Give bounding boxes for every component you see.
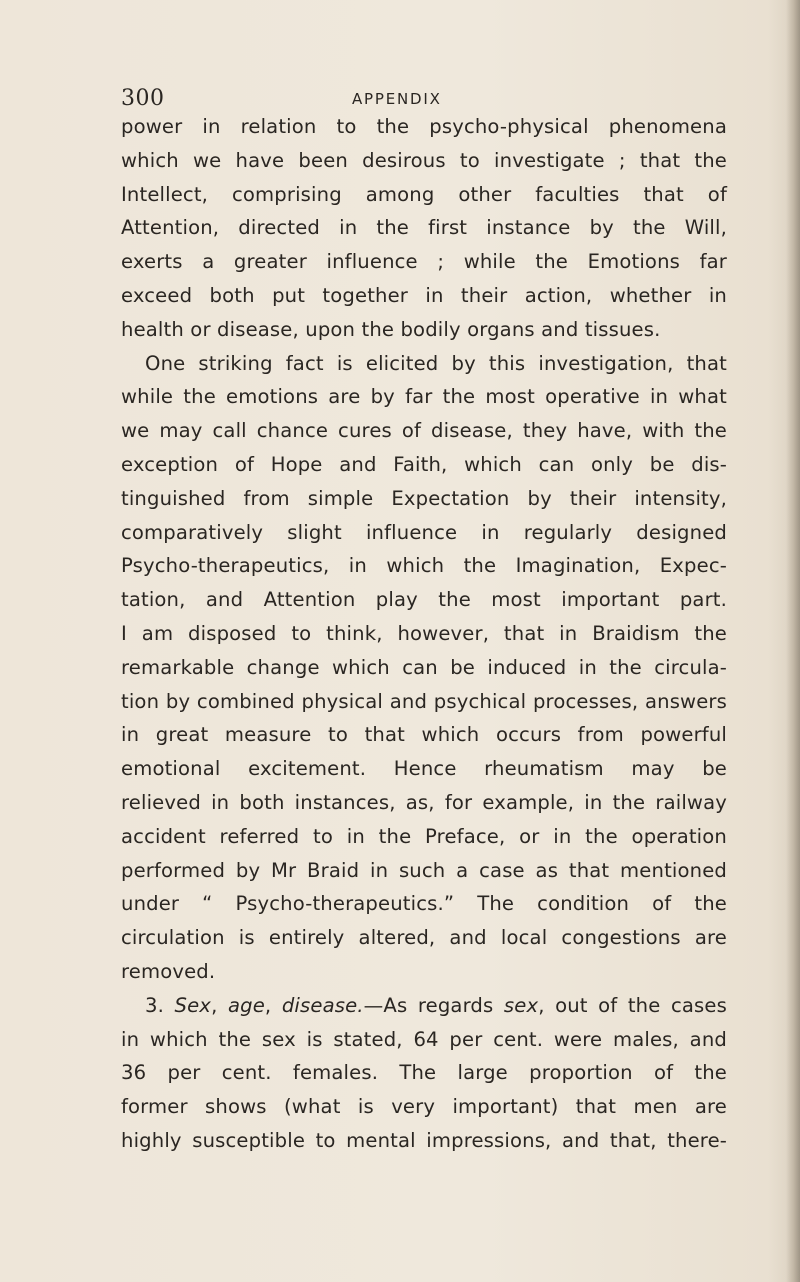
text-line: we may call chance cures of disease, they have, with the (121, 419, 727, 443)
text-line: accident referred to in the Preface, or in the operation (121, 824, 727, 848)
text-line: while the emotions are by far the most operative in what (121, 385, 727, 409)
text-line: in great measure to that which occurs from powerful (121, 723, 727, 747)
emphasis-sex: sex (503, 993, 539, 1017)
section-line-rest: , out of the cases (538, 993, 727, 1017)
text-line: in which the sex is stated, 64 per cent. were males, and (121, 1027, 727, 1051)
section-number: 3. (145, 993, 164, 1017)
text-line: remarkable change which can be induced in the circula- (121, 655, 727, 679)
text-line: tation, and Attention play the most important part. (121, 588, 727, 612)
text-line: Intellect, comprising among other faculties that of (121, 182, 727, 206)
text-line: relieved in both instances, as, for example, in the railway (121, 790, 727, 814)
text-line: circulation is entirely altered, and local congestions are (121, 926, 727, 950)
text-line: tinguished from simple Expectation by their intensity, (121, 486, 727, 510)
text-line: 36 per cent. females. The large proportion of the (121, 1061, 727, 1085)
text-line: performed by Mr Braid in such a case as that mentioned (121, 858, 727, 882)
text-line: which we have been desirous to investigate ; that the (121, 148, 727, 172)
text-line: comparatively slight influence in regularly designed (121, 520, 727, 544)
body-text (121, 110, 727, 1158)
page-number: 300 (121, 86, 165, 111)
section-heading-sex: Sex (174, 993, 212, 1017)
paragraph-start-line: One striking fact is elicited by this investigation, that (145, 351, 727, 375)
text-line: health or disease, upon the bodily organs and tissues. (121, 317, 661, 341)
text-line: emotional excitement. Hence rheumatism may be (121, 757, 727, 781)
text-line: I am disposed to think, however, that in Braidism the (121, 621, 727, 645)
text-line: power in relation to the psycho-physical phenomena (121, 115, 727, 138)
text-line: former shows (what is very important) that men are (121, 1095, 727, 1119)
text-line: Psycho-therapeutics, in which the Imagination, Expec- (121, 554, 727, 578)
text-line: exception of Hope and Faith, which can only be dis- (121, 452, 727, 476)
text-line: exceed both put together in their action, whether in (121, 283, 727, 307)
running-head: APPENDIX (352, 90, 442, 108)
text-line: removed. (121, 959, 216, 983)
text-line: Attention, directed in the first instance by the Will, (121, 216, 727, 240)
text-line: exerts a greater influence ; while the Emotions far (121, 250, 727, 274)
text-line: under “ Psycho-therapeutics.” The condition of the (121, 892, 727, 916)
page-edge-shadow (786, 0, 800, 1282)
section-heading-disease: disease. (281, 993, 364, 1017)
section-lead-in: —As regards (363, 993, 504, 1017)
section-heading-age: age (227, 993, 265, 1017)
text-line: tion by combined physical and psychical processes, answers (121, 689, 727, 713)
text-line: highly susceptible to mental impressions, and that, there- (121, 1128, 727, 1152)
section-heading-line: 3. Sex, age, disease.—As regards sex, out of the cases (145, 993, 727, 1017)
